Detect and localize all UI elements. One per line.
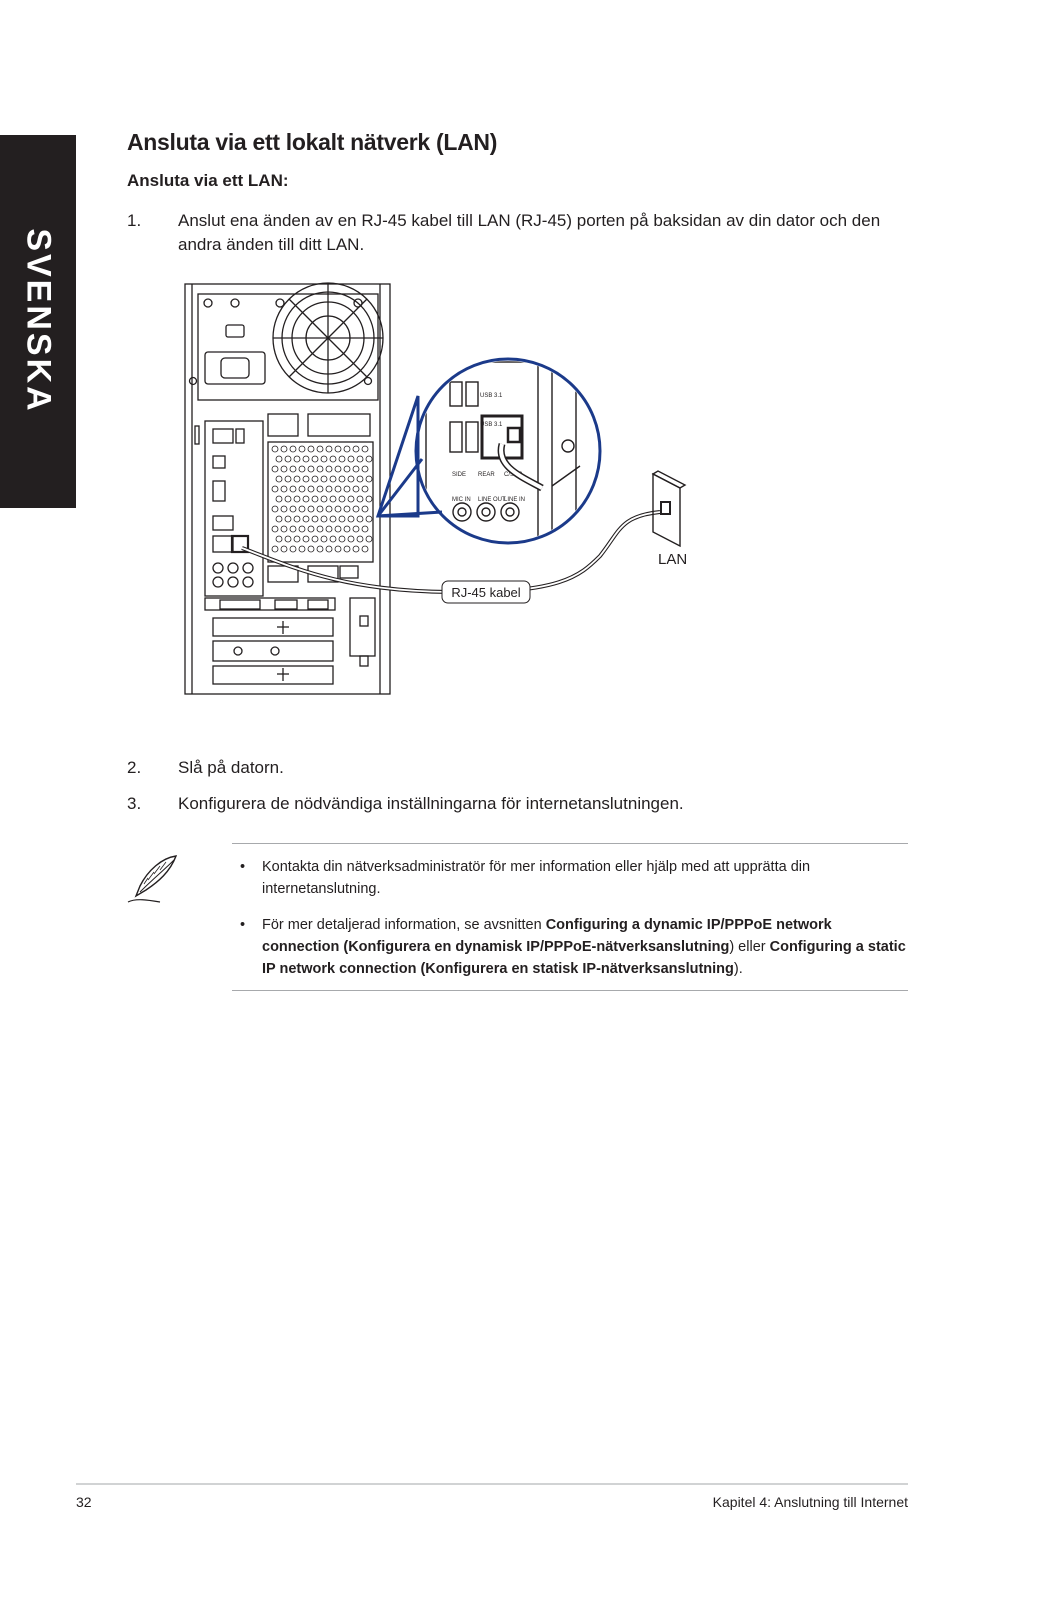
chapter-title: Kapitel 4: Anslutning till Internet <box>712 1494 908 1510</box>
port-labels <box>452 393 525 503</box>
side-label: SIDE <box>452 472 467 478</box>
vent-hole <box>299 446 305 452</box>
note-bold-run: Configuring a static IP network connection (Konfigurera en statisk IP-nätverksanslutning <box>262 939 906 977</box>
vent-hole <box>344 546 350 552</box>
vent-hole <box>335 526 341 532</box>
vent-hole <box>357 536 363 542</box>
vent-hole <box>362 486 368 492</box>
step-number: 1. <box>127 211 142 230</box>
usb31-mid-label: USB 3.1 <box>480 422 503 428</box>
vent-hole <box>353 526 359 532</box>
vent-hole <box>303 456 309 462</box>
vent-hole <box>303 516 309 522</box>
vent-hole <box>330 516 336 522</box>
vent-hole <box>344 466 350 472</box>
vent-hole <box>348 496 354 502</box>
vent-hole <box>348 536 354 542</box>
vent-hole <box>299 506 305 512</box>
vent-hole <box>281 486 287 492</box>
page-number: 32 <box>76 1494 92 1510</box>
vent-hole <box>294 496 300 502</box>
vent-hole <box>290 446 296 452</box>
vent-hole <box>285 476 291 482</box>
computer-rear-panel-diagram <box>180 276 710 706</box>
vent-hole <box>317 546 323 552</box>
vent-hole <box>362 446 368 452</box>
vent-hole <box>276 496 282 502</box>
vent-hole <box>362 466 368 472</box>
vent-hole <box>272 486 278 492</box>
vent-hole <box>353 486 359 492</box>
language-side-tab <box>0 135 76 508</box>
vent-hole <box>366 536 372 542</box>
vent-hole <box>272 466 278 472</box>
vent-hole <box>281 546 287 552</box>
vent-hole <box>344 486 350 492</box>
vent-hole <box>348 516 354 522</box>
language-label: SVENSKA <box>19 228 58 414</box>
vent-hole <box>339 496 345 502</box>
vent-hole <box>339 476 345 482</box>
vent-hole <box>281 526 287 532</box>
vent-hole <box>312 536 318 542</box>
vent-hole <box>335 506 341 512</box>
vent-hole <box>344 446 350 452</box>
vent-hole <box>339 456 345 462</box>
vent-hole <box>357 496 363 502</box>
wall-lan-socket <box>653 471 685 546</box>
vent-hole <box>276 516 282 522</box>
vent-hole <box>272 506 278 512</box>
vent-hole <box>366 476 372 482</box>
note-run: ) eller <box>729 939 770 955</box>
vent-hole <box>303 536 309 542</box>
vent-hole <box>335 486 341 492</box>
vent-hole <box>312 476 318 482</box>
vent-hole <box>326 506 332 512</box>
vent-hole <box>366 516 372 522</box>
vent-hole <box>308 466 314 472</box>
vent-hole <box>272 446 278 452</box>
note-item: • Kontakta din nätverksadministratör för mer information eller hjälp med att upprätta din internetanslutning. <box>240 859 811 897</box>
vent-hole <box>317 466 323 472</box>
line-in-label: LINE IN <box>504 497 526 503</box>
vent-hole <box>357 516 363 522</box>
note-list <box>240 856 908 994</box>
note-text <box>262 859 810 897</box>
step-number: 2. <box>127 758 142 777</box>
vent-hole <box>321 536 327 542</box>
vent-hole <box>281 466 287 472</box>
vent-hole <box>330 456 336 462</box>
step-text: Konfigurera de nödvändiga inställningarna för internetanslutningen. <box>178 794 684 813</box>
vent-hole <box>294 476 300 482</box>
vent-hole <box>353 446 359 452</box>
vent-hole <box>326 446 332 452</box>
vent-hole <box>321 456 327 462</box>
vent-hole <box>344 526 350 532</box>
vent-hole <box>357 456 363 462</box>
note-text <box>262 917 906 977</box>
vent-hole <box>335 446 341 452</box>
vent-hole <box>321 516 327 522</box>
vent-hole <box>362 506 368 512</box>
vent-hole <box>353 506 359 512</box>
vent-hole <box>344 506 350 512</box>
rear-label: REAR <box>478 472 495 478</box>
note-item: • För mer detaljerad information, se avsnitten Configuring a dynamic IP/PPPoE network connection (Konfigurera en dynamisk IP/PPPoE-nätverksanslutning) eller Configuring a static IP network connection (Konfigurera en statisk IP-nätverksanslutning). <box>240 917 906 977</box>
vent-hole <box>357 476 363 482</box>
vent-hole <box>326 466 332 472</box>
note-top-rule <box>232 843 908 844</box>
vent-hole <box>339 516 345 522</box>
vent-hole <box>294 516 300 522</box>
vent-hole <box>362 546 368 552</box>
vent-hole <box>312 516 318 522</box>
vent-hole <box>276 536 282 542</box>
vent-hole <box>326 526 332 532</box>
vent-hole <box>290 546 296 552</box>
vent-hole <box>299 526 305 532</box>
footer-rule <box>76 1483 908 1485</box>
ctr-label: C/SUB <box>504 472 523 478</box>
vent-hole <box>353 466 359 472</box>
vent-hole <box>317 486 323 492</box>
vent-hole <box>353 546 359 552</box>
vent-hole <box>285 496 291 502</box>
vent-hole <box>308 506 314 512</box>
vent-hole <box>312 456 318 462</box>
vent-hole <box>330 496 336 502</box>
vent-hole <box>362 526 368 532</box>
vent-hole <box>285 536 291 542</box>
section-subtitle: Ansluta via ett LAN: <box>127 171 289 190</box>
note-bottom-rule <box>232 990 908 991</box>
note-run: Kontakta din nätverksadministratör för mer information eller hjälp med att upprätta din internetanslutning. <box>262 859 811 897</box>
vent-hole <box>308 526 314 532</box>
vent-hole <box>339 536 345 542</box>
usb31-top-label: USB 3.1 <box>480 393 503 399</box>
vent-hole <box>330 476 336 482</box>
vent-hole <box>276 456 282 462</box>
note-run: ). <box>733 961 743 977</box>
vent-hole <box>321 476 327 482</box>
vent-hole <box>290 506 296 512</box>
vent-hole <box>285 516 291 522</box>
step-text: Slå på datorn. <box>178 758 284 777</box>
vent-hole <box>299 486 305 492</box>
vent-hole <box>272 526 278 532</box>
vent-hole <box>276 476 282 482</box>
vent-hole <box>330 536 336 542</box>
vent-hole <box>317 506 323 512</box>
vent-hole <box>366 496 372 502</box>
vent-hole <box>285 456 291 462</box>
vent-hole <box>308 486 314 492</box>
feather-pen-icon <box>126 852 182 906</box>
vent-hole <box>348 456 354 462</box>
vent-hole <box>303 496 309 502</box>
vent-hole <box>299 466 305 472</box>
vent-hole <box>348 476 354 482</box>
vent-hole <box>308 446 314 452</box>
vent-hole <box>317 446 323 452</box>
vent-hole <box>335 546 341 552</box>
note-bold-run: Configuring a dynamic IP/PPPoE network connection (Konfigurera en dynamisk IP/PPPoE-nätverksanslutning <box>262 917 832 955</box>
vent-hole <box>312 496 318 502</box>
lan-connection-illustration <box>180 276 710 706</box>
vent-hole <box>272 546 278 552</box>
vent-hole <box>321 496 327 502</box>
vent-hole <box>299 546 305 552</box>
vent-hole <box>294 456 300 462</box>
vent-hole <box>308 546 314 552</box>
vent-hole <box>281 446 287 452</box>
vent-hole <box>326 486 332 492</box>
line-out-label: LINE OUT <box>478 497 506 503</box>
vent-hole <box>366 456 372 462</box>
vent-hole <box>290 526 296 532</box>
cable-label: RJ-45 kabel <box>451 585 521 600</box>
page-title: Ansluta via ett lokalt nätverk (LAN) <box>127 129 498 155</box>
vent-hole <box>303 476 309 482</box>
vent-hole <box>335 466 341 472</box>
step-text: Anslut ena änden av en RJ-45 kabel till LAN (RJ-45) porten på baksidan av din dator och den andra änden till ditt LAN. <box>178 211 881 254</box>
vent-hole <box>317 526 323 532</box>
vent-holes <box>272 446 372 552</box>
step-number: 3. <box>127 794 142 813</box>
vent-hole <box>326 546 332 552</box>
lan-label: LAN <box>658 551 688 568</box>
note-run: För mer detaljerad information, se avsnitten <box>262 917 546 933</box>
vent-hole <box>281 506 287 512</box>
vent-hole <box>290 486 296 492</box>
vent-hole <box>290 466 296 472</box>
vent-hole <box>294 536 300 542</box>
mic-in-label: MIC IN <box>452 497 471 503</box>
